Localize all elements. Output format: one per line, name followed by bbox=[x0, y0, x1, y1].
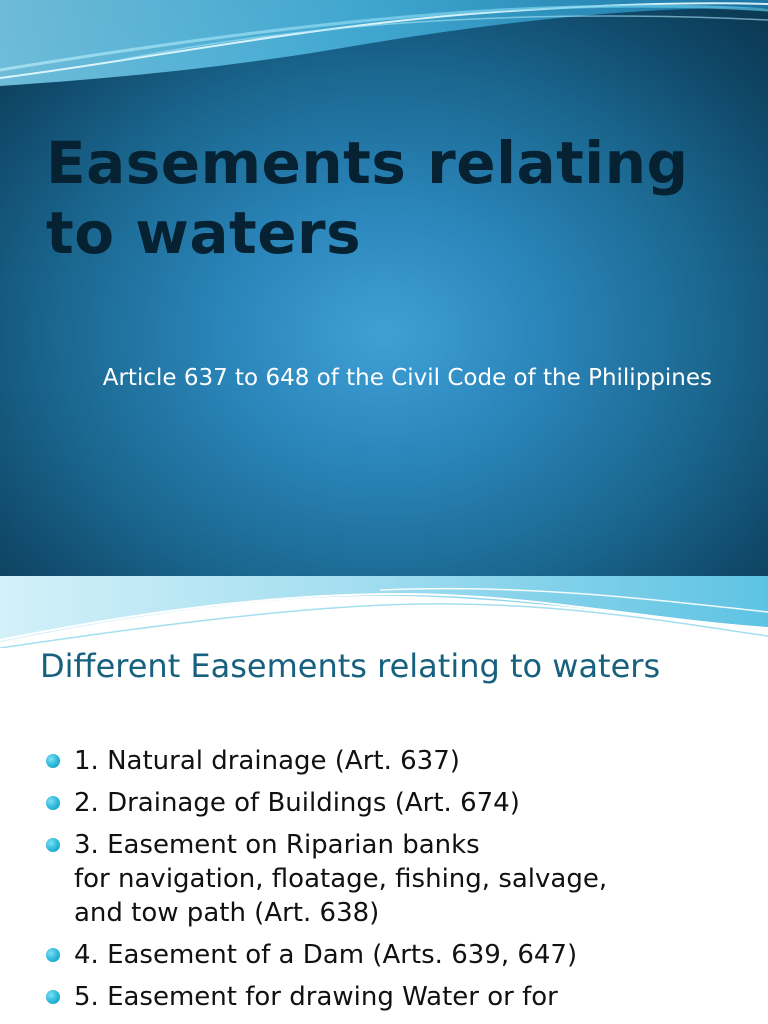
bullet-icon bbox=[46, 838, 60, 852]
list-item bbox=[46, 786, 746, 820]
bullet-icon bbox=[46, 796, 60, 810]
bullet-text: 3. Easement on Riparian banks bbox=[74, 830, 480, 860]
list-item bbox=[46, 980, 746, 1014]
wave-decoration bbox=[0, 0, 768, 90]
bullet-text: 5. Easement for drawing Water or for bbox=[74, 982, 558, 1012]
list-item bbox=[46, 938, 746, 972]
bullet-text-continued: for navigation, floatage, fishing, salvage, bbox=[74, 864, 608, 894]
list-item bbox=[46, 828, 746, 930]
slide-title: Easements relating to waters bbox=[46, 129, 689, 267]
wave-decoration bbox=[0, 576, 768, 648]
bullet-text: 4. Easement of a Dam (Arts. 639, 647) bbox=[74, 940, 578, 970]
list-item bbox=[46, 744, 746, 778]
slide-subtitle: Article 637 to 648 of the Civil Code of the Philippines bbox=[102, 365, 712, 391]
bullet-text-continued: and tow path (Art. 638) bbox=[74, 898, 380, 928]
content-slide bbox=[0, 576, 768, 1024]
bullet-list bbox=[46, 744, 746, 1022]
bullet-icon bbox=[46, 948, 60, 962]
bullet-icon bbox=[46, 990, 60, 1004]
bullet-icon bbox=[46, 754, 60, 768]
slide-title: Different Easements relating to waters bbox=[40, 647, 661, 685]
bullet-text: 2. Drainage of Buildings (Art. 674) bbox=[74, 788, 520, 818]
bullet-text: 1. Natural drainage (Art. 637) bbox=[74, 746, 460, 776]
